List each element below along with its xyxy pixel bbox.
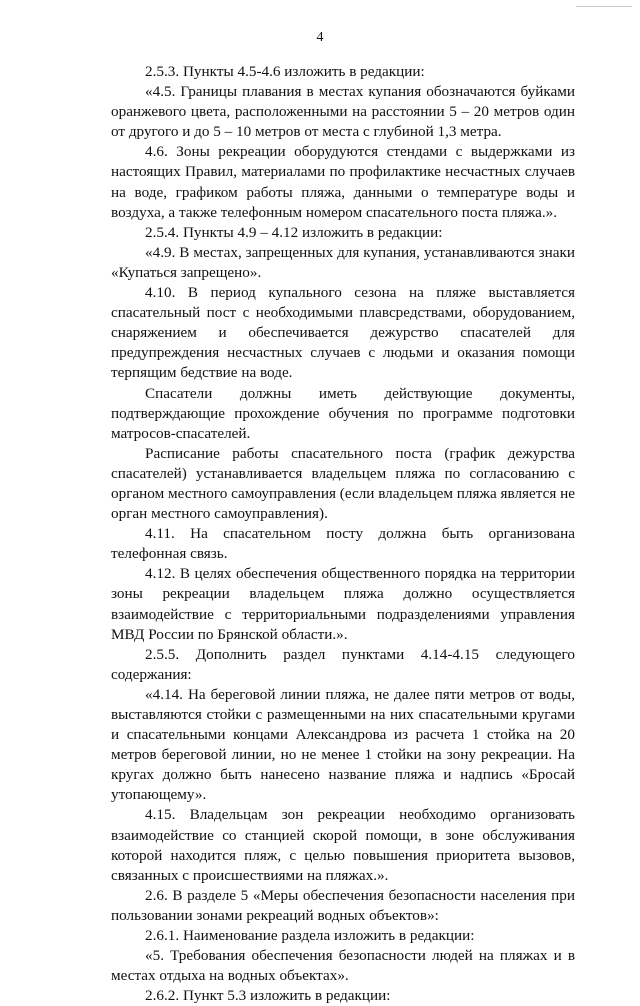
paragraph-4-10: 4.10. В период купального сезона на пляже выставляется спасательный пост с необходимыми плавсредствами, оборудованием, снаряжением и обеспечивается дежурство спасателей для предупреждения несчастных случаев с людьми и оказания помощи терпящим бедствие на воде. [111, 284, 575, 382]
paragraph-4-12: 4.12. В целях обеспечения общественного порядка на территории зоны рекреации владельцем пляжа должно осуществляется взаимодействие с территориальными подразделениями управления МВД России по Брянской области.». [111, 565, 575, 643]
paragraph-2-5-5: 2.5.5. Дополнить раздел пунктами 4.14-4.15 следующего содержания: [111, 645, 575, 683]
paragraph-rescuers-documents: Спасатели должны иметь действующие документы, подтверждающие прохождение обучения по программе подготовки матросов-спасателей. [111, 384, 575, 442]
paragraph-2-6-1: 2.6.1. Наименование раздела изложить в редакции: [145, 927, 475, 945]
paragraph-post-schedule: Расписание работы спасательного поста (график дежурства спасателей) устанавливается владельцем пляжа по согласованию с органом местного самоуправления (если владельцем пляжа является не орган местного самоуправления). [111, 444, 575, 523]
paragraph-2-6: 2.6. В разделе 5 «Меры обеспечения безопасности населения при пользовании зонами рекреаций водных объектов»: [111, 886, 575, 924]
paragraph-4-5: «4.5. Границы плавания в местах купания обозначаются буйками оранжевого цвета, расположенными на расстоянии 5 – 20 метров один от другого и до 5 – 10 метров от места с глубиной 1,3 метра. [111, 83, 575, 141]
document-body [111, 62, 575, 1006]
paragraph-4-9: «4.9. В местах, запрещенных для купания, устанавливаются знаки «Купаться запрещено». [111, 243, 575, 281]
page-number: 4 [316, 30, 324, 45]
scan-corner-mark [576, 6, 632, 7]
paragraph-2-6-2: 2.6.2. Пункт 5.3 изложить в редакции: [145, 987, 391, 1005]
paragraph-section-5-title: «5. Требования обеспечения безопасности людей на пляжах и в местах отдыха на водных объектах». [111, 947, 575, 985]
paragraph-4-6: 4.6. Зоны рекреации оборудуются стендами с выдержками из настоящих Правил, материалами по профилактике несчастных случаев на воде, графиком работы пляжа, данными о температуре воды и воздуха, а также телефонным номером спасательного поста пляжа.». [111, 143, 575, 221]
paragraph-2-5-3: 2.5.3. Пункты 4.5-4.6 изложить в редакции: [145, 63, 425, 80]
paragraph-4-15: 4.15. Владельцам зон рекреации необходимо организовать взаимодействие со станцией скорой помощи, в зоне обслуживания которой находится пляж, с целью повышения приоритета вызовов, связанных с происшествиями на пляжах.». [111, 806, 575, 884]
paragraph-4-14: «4.14. На береговой линии пляжа, не далее пяти метров от воды, выставляются стойки с размещенными на них спасательными кругами и спасательными концами Александрова из расчета 1 стойка на 20 метров береговой линии, но не менее 1 стойки на зону рекреации. На кругах должно быть нанесено название пляжа и надпись «Бросай утопающему». [111, 685, 575, 804]
paragraph-4-11: 4.11. На спасательном посту должна быть организована телефонная связь. [111, 525, 575, 563]
paragraph-2-5-4: 2.5.4. Пункты 4.9 – 4.12 изложить в редакции: [145, 223, 443, 241]
